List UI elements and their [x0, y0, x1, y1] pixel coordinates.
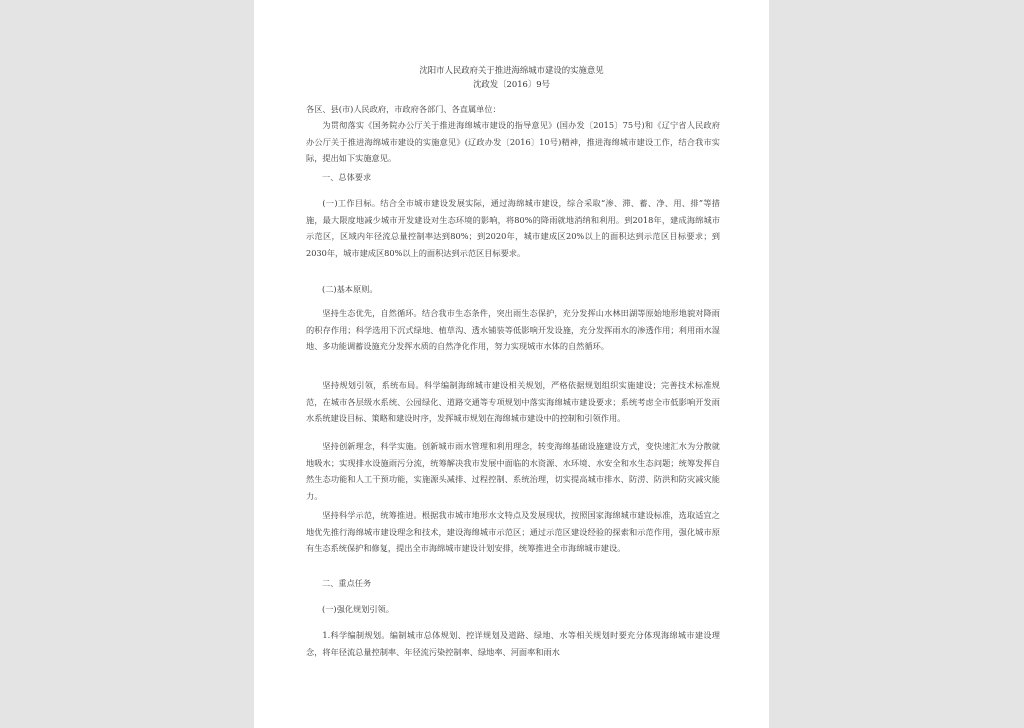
subsection-heading-planning: (一)强化规划引领。	[322, 604, 394, 614]
task-item-1: 1.科学编制规划。编制城市总体规划、控详规划及道路、绿地、水等相关规划时要充分体现海绵城市建设理念，将年径流总量控制率、年径流污染控制率、绿地率、河面率和雨水	[306, 630, 720, 657]
section-heading-2: 二、重点任务	[322, 578, 372, 588]
principle-paragraph-2: 坚持规划引领，系统布局。科学编制海绵城市建设相关规划，严格依据规划组织实施建设；完善技术标准规范，在城市各层级水系统、公园绿化、道路交通等专项规划中落实海绵城市建设要求；系统考虑全市低影响开发雨水系统建设目标、策略和建设时序，发挥城市规划在海绵城市建设中的控制和引领作用。	[306, 380, 720, 423]
principle-paragraph-1: 坚持生态优先，自然循环。结合我市生态条件，突出雨生态保护，充分发挥山水林田湖等原始地形地貌对降雨的积存作用；科学选用下沉式绿地、植草沟、透水铺装等低影响开发设施，充分发挥雨水的渗透作用；利用雨水湿地、多功能调蓄设施充分发挥水质的自然净化作用，努力实现城市水体的自然循环。	[306, 308, 720, 351]
principle-paragraph-4: 坚持科学示范，统筹推进。根据我市城市地形水文特点及发展现状，按照国家海绵城市建设标准，选取适宜之地优先推行海绵城市建设理念和技术，建设海绵城市示范区；通过示范区建设经验的探索和示范作用，强化城市原有生态系统保护和修复，提出全市海绵城市建设计划安排，统筹推进全市海绵城市建设。	[306, 510, 720, 553]
document-page	[254, 0, 769, 728]
work-goal-paragraph: (一)工作目标。结合全市城市建设发展实际，通过海绵城市建设，综合采取“渗、滞、蓄、净、用、排”等措施，最大限度地减少城市开发建设对生态环境的影响，将80%的降雨就地消纳和利用。到2018年，建成海绵城市示范区，区域内年径流总量控制率达到80%；到2020年，城市建成区20%以上的面积达到示范区目标要求；到2030年，城市建成区80%以上的面积达到示范区目标要求。	[306, 198, 720, 258]
section-heading-1: 一、总体要求	[322, 172, 372, 182]
document-title: 沈阳市人民政府关于推进海绵城市建设的实施意见	[419, 65, 604, 75]
principle-paragraph-3: 坚持创新理念，科学实施。创新城市雨水管理和利用理念，转变海绵基础设施建设方式，变快速汇水为分散就地吸水；实现排水设施雨污分流，统筹解决我市发展中面临的水资源、水环境、水安全和水生态问题；统筹发挥自然生态功能和人工干预功能，实施源头减排、过程控制、系统治理，切实提高城市排水、防涝、防洪和防灾减灾能力。	[306, 441, 720, 501]
subsection-heading-principles: (二)基本原则。	[322, 284, 378, 294]
document-number: 沈政发〔2016〕9号	[473, 79, 550, 89]
intro-paragraph: 为贯彻落实《国务院办公厅关于推进海绵城市建设的指导意见》(国办发〔2015〕75号)和《辽宁省人民政府办公厅关于推进海绵城市建设的实施意见》(辽政办发〔2016〕10号)精神，推进海绵城市建设工作，结合我市实际，提出如下实施意见。	[306, 120, 720, 163]
salutation: 各区、县(市)人民政府，市政府各部门、各直属单位：	[306, 104, 501, 114]
